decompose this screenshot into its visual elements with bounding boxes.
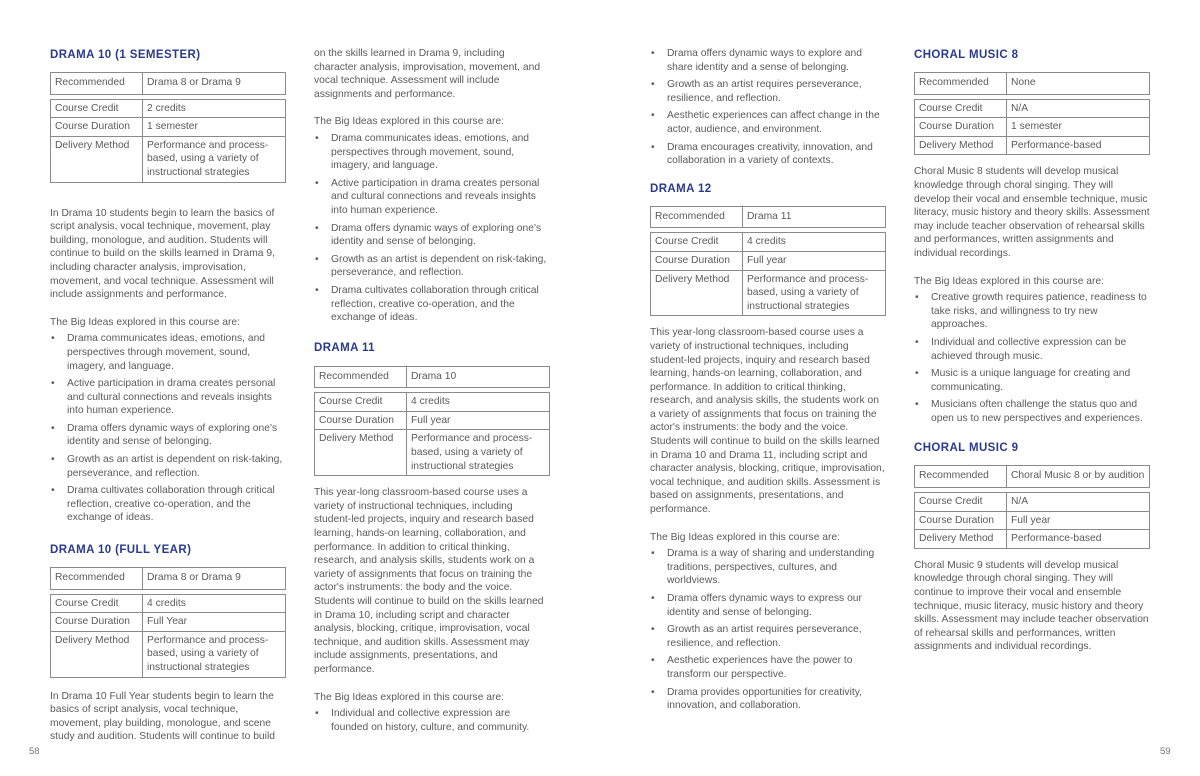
list-item: • Growth as an artist is dependent on risk-taking, perseverance, and reflection.	[314, 253, 550, 280]
list-item: • Drama communicates ideas, emotions, and perspectives through movement, sound, imagery, and language.	[314, 132, 550, 173]
list-item: • Active participation in drama creates personal and cultural connections and reveals insights into human experience.	[50, 377, 286, 418]
list-item: • Drama offers dynamic ways to express our identity and sense of belonging.	[650, 592, 886, 619]
row-value: Performance and process-based, using a variety of instructional strategies	[743, 270, 886, 316]
table-row	[915, 73, 1150, 95]
row-label: Delivery Method	[315, 430, 407, 476]
row-label: Course Credit	[51, 99, 143, 118]
row-value: 2 credits	[143, 99, 286, 118]
column-4	[914, 0, 1150, 654]
table-row	[51, 118, 286, 137]
column-3	[650, 0, 886, 717]
list-item: • Drama cultivates collaboration through critical reflection, creative co-operation, and the exchange of ideas.	[50, 484, 286, 525]
list-item: • Growth as an artist requires perseverance, resilience, and reflection.	[650, 623, 886, 650]
big-ideas-list	[650, 547, 886, 713]
table-row	[651, 251, 886, 270]
list-item: • Drama offers dynamic ways to explore and share identity and a sense of belonging.	[650, 47, 886, 74]
row-label: Course Duration	[915, 118, 1007, 137]
row-label: Recommended	[915, 73, 1007, 95]
course-description-continued: on the skills learned in Drama 9, including character analysis, improvisation, movement, and vocal technique. Assessment will include assignments and performance.	[314, 48, 541, 100]
table-row	[51, 73, 286, 95]
table-row	[651, 206, 886, 228]
list-item: • Individual and collective expression are founded on history, culture, and community.	[314, 707, 550, 734]
section-title: CHORAL MUSIC 9	[914, 442, 1019, 455]
big-ideas-list	[314, 707, 550, 734]
row-value: 1 semester	[143, 118, 286, 137]
list-item: • Aesthetic experiences can affect change in the actor, audience, and environment.	[650, 109, 886, 136]
row-label: Recommended	[51, 73, 143, 95]
row-value: N/A	[1007, 493, 1150, 512]
course-info-table	[314, 366, 550, 477]
big-ideas-list-continued	[650, 47, 886, 168]
list-item: • Musicians often challenge the status quo and open us to new perspectives and experiences.	[914, 398, 1150, 425]
section-title: DRAMA 11	[314, 341, 375, 354]
table-row	[915, 136, 1150, 155]
row-value: Drama 8 or Drama 9	[143, 73, 286, 95]
row-label: Course Duration	[651, 251, 743, 270]
list-item: • Active participation in drama creates personal and cultural connections and reveals insights into human experience.	[314, 177, 550, 218]
course-description: This year-long classroom-based course uses a variety of instructional techniques, including student-led projects, inquiry and research based learning, hands-on learning, collaboration, and performance. In addition to critical thinking, research, and analysis skills, the students work on a variety of assignments that focus on training the actor's instruments: the body and the voice. Students will continue to build on the skills learned in Drama 10 and Drama 11, including script and character analysis, blocking, critique, improvisation, vocal technique, and audition skills. Assessment is based on assignments, presentations, and performance.	[650, 327, 885, 516]
section-title: DRAMA 10 (1 SEMESTER)	[50, 49, 201, 61]
table-row	[651, 270, 886, 316]
row-label: Delivery Method	[651, 270, 743, 316]
row-value: 4 credits	[407, 393, 550, 412]
big-ideas-intro: The Big Ideas explored in this course are:	[650, 531, 841, 543]
course-info-table	[914, 72, 1150, 155]
big-ideas-list	[50, 332, 286, 525]
big-ideas-list	[914, 291, 1150, 425]
table-row	[315, 366, 550, 388]
list-item: • Drama offers dynamic ways of exploring one's identity and sense of belonging.	[50, 422, 286, 449]
table-row	[51, 99, 286, 118]
section-title: DRAMA 12	[650, 182, 712, 195]
course-description: Choral Music 8 students will develop musical knowledge through choral singing. They will develop their vocal and ensemble technique, music literacy, music history and theory skills. Assessment may include teacher observation of rehearsal skills and performances, written assignments and individual recordings.	[914, 166, 1150, 259]
table-row	[651, 233, 886, 252]
row-label: Recommended	[315, 366, 407, 388]
list-item: • Creative growth requires patience, readiness to take risks, and willingness to try new approaches.	[914, 291, 1150, 332]
table-row	[315, 430, 550, 476]
row-label: Recommended	[51, 568, 143, 590]
row-label: Course Credit	[315, 393, 407, 412]
row-label: Course Credit	[915, 493, 1007, 512]
row-label: Course Duration	[915, 511, 1007, 530]
big-ideas-intro: The Big Ideas explored in this course are:	[914, 275, 1105, 287]
column-1	[50, 0, 286, 744]
table-row	[51, 613, 286, 632]
row-value: Performance-based	[1007, 136, 1150, 155]
row-label: Course Duration	[51, 118, 143, 137]
table-row	[915, 530, 1150, 549]
table-row	[915, 511, 1150, 530]
row-label: Course Credit	[651, 233, 743, 252]
row-label: Recommended	[651, 206, 743, 228]
list-item: • Drama cultivates collaboration through critical reflection, creative co-operation, and the exchange of ideas.	[314, 284, 550, 325]
row-value: Full year	[1007, 511, 1150, 530]
column-2	[314, 0, 550, 738]
course-info-table	[650, 206, 886, 317]
row-value: 4 credits	[143, 594, 286, 613]
course-description: In Drama 10 students begin to learn the basics of script analysis, vocal technique, movement, play building, monologue, and audition. Students will continue to build on the skills learned in Drama 9, including character analysis, improvisation, movement, and vocal technique. Assessment will include assignments and performance.	[50, 207, 275, 301]
list-item: • Growth as an artist is dependent on risk-taking, perseverance, and reflection.	[50, 453, 286, 480]
section-title: DRAMA 10 (FULL YEAR)	[50, 544, 192, 557]
table-row	[51, 136, 286, 182]
big-ideas-intro: The Big Ideas explored in this course are:	[314, 691, 505, 703]
table-row	[51, 568, 286, 590]
big-ideas-intro: The Big Ideas explored in this course are:	[314, 116, 505, 128]
course-description: Choral Music 9 students will develop musical knowledge through choral singing. They will continue to improve their vocal and ensemble technique, music literacy, music history and theory skills. Assessment may include teacher observation of rehearsal skills and performances, written assignments and individual recordings.	[914, 559, 1149, 653]
table-row	[51, 594, 286, 613]
list-item: • Music is a unique language for creating and communicating.	[914, 367, 1150, 394]
row-value: Drama 8 or Drama 9	[143, 568, 286, 590]
list-item: • Growth as an artist requires perseverance, resilience, and reflection.	[650, 78, 886, 105]
row-value: Drama 10	[407, 366, 550, 388]
table-row	[315, 411, 550, 430]
course-info-table	[914, 465, 1150, 548]
row-value: Performance and process-based, using a variety of instructional strategies	[143, 136, 286, 182]
row-label: Delivery Method	[51, 631, 143, 677]
row-label: Delivery Method	[915, 530, 1007, 549]
row-value: Full Year	[143, 613, 286, 632]
row-value: Choral Music 8 or by audition	[1007, 466, 1150, 488]
table-row	[315, 393, 550, 412]
row-value: N/A	[1007, 99, 1150, 118]
page-number-left: 58	[29, 746, 40, 757]
row-value: 4 credits	[743, 233, 886, 252]
section-title: CHORAL MUSIC 8	[914, 49, 1019, 61]
list-item: • Drama encourages creativity, innovation, and collaboration in a variety of contexts.	[650, 141, 886, 168]
course-info-table	[50, 72, 286, 183]
row-label: Course Duration	[51, 613, 143, 632]
row-value: Performance and process-based, using a variety of instructional strategies	[407, 430, 550, 476]
row-label: Recommended	[915, 466, 1007, 488]
list-item: • Individual and collective expression can be achieved through music.	[914, 336, 1150, 363]
row-value: Performance-based	[1007, 530, 1150, 549]
table-row	[915, 118, 1150, 137]
row-label: Course Credit	[51, 594, 143, 613]
list-item: • Aesthetic experiences have the power to transform our perspective.	[650, 654, 886, 681]
row-value: Full year	[743, 251, 886, 270]
table-row	[915, 493, 1150, 512]
row-value: Drama 11	[743, 206, 886, 228]
row-label: Delivery Method	[915, 136, 1007, 155]
row-value: Performance and process-based, using a variety of instructional strategies	[143, 631, 286, 677]
row-value: Full year	[407, 411, 550, 430]
row-value: 1 semester	[1007, 118, 1150, 137]
table-row	[915, 466, 1150, 488]
row-label: Delivery Method	[51, 136, 143, 182]
course-info-table	[50, 567, 286, 678]
big-ideas-list	[314, 132, 550, 325]
course-description: This year-long classroom-based course uses a variety of instructional techniques, including student-led projects, inquiry and research based learning, hands-on learning, collaboration, and performance. In addition to critical thinking, research, and analysis skills, students work on a variety of assignments that focus on training the actor's instruments: the body and the voice. Students will continue to build on the skills learned in Drama 10, including script and character analysis, blocking, critique, improvisation, vocal technique, and audition skills. Assessment may include assignments, presentations, and performance.	[314, 487, 544, 675]
list-item: • Drama provides opportunities for creativity, innovation, and collaboration.	[650, 686, 886, 713]
row-value: None	[1007, 73, 1150, 95]
row-label: Course Credit	[915, 99, 1007, 118]
page-number-right: 59	[1160, 746, 1171, 757]
course-description: In Drama 10 Full Year students begin to learn the basics of script analysis, vocal technique, movement, play building, monologue, and scene study and audition. Students will continue to build	[50, 690, 275, 743]
table-row	[51, 631, 286, 677]
list-item: • Drama offers dynamic ways of exploring one's identity and sense of belonging.	[314, 222, 550, 249]
big-ideas-intro: The Big Ideas explored in this course are:	[50, 316, 241, 328]
row-label: Course Duration	[315, 411, 407, 430]
list-item: • Drama is a way of sharing and understanding traditions, perspectives, cultures, and worldviews.	[650, 547, 886, 588]
list-item: • Drama communicates ideas, emotions, and perspectives through movement, sound, imagery, and language.	[50, 332, 286, 373]
table-row	[915, 99, 1150, 118]
